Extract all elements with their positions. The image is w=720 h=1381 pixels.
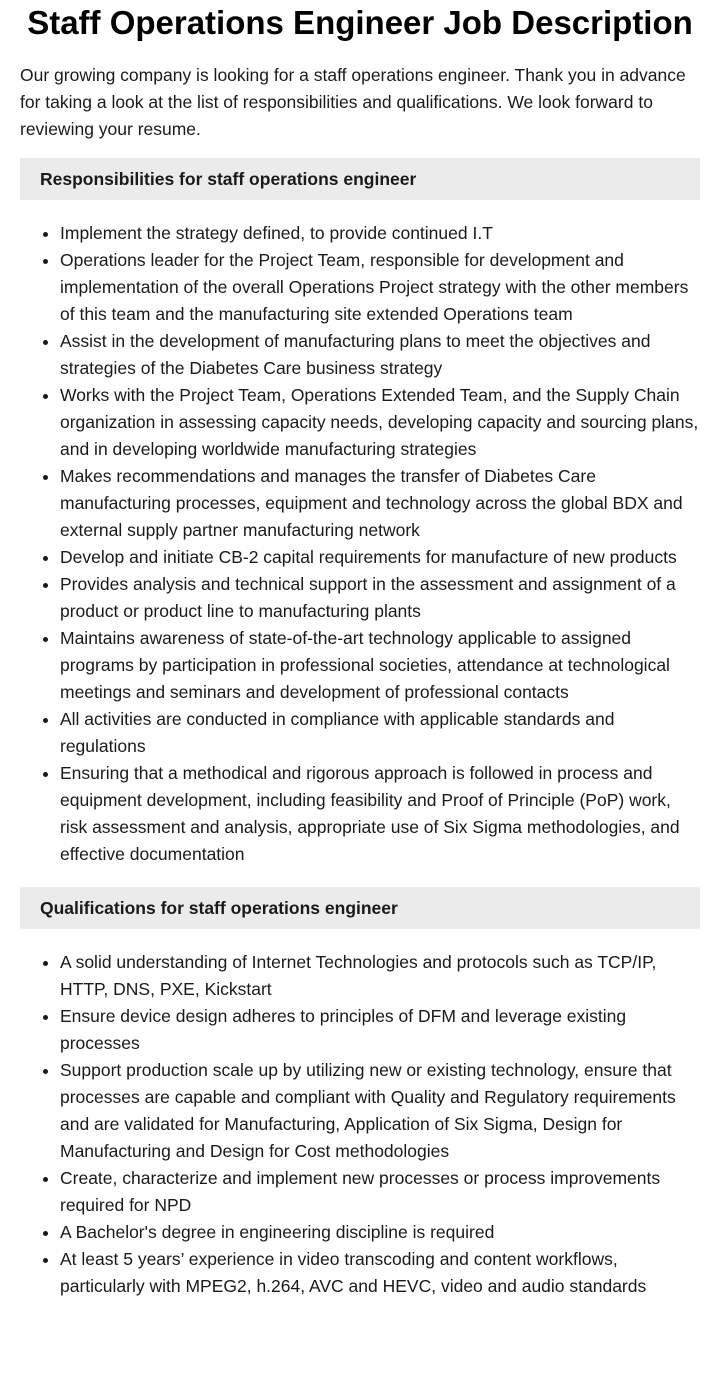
responsibilities-heading: Responsibilities for staff operations engineer xyxy=(20,158,700,200)
list-item: • Create, characterize and implement new processes or process improvements required for NPD xyxy=(60,1165,700,1219)
list-item: • A solid understanding of Internet Technologies and protocols such as TCP/IP, HTTP, DNS, PXE, Kickstart xyxy=(60,949,700,1003)
list-item: • Implement the strategy defined, to provide continued I.T xyxy=(60,220,700,247)
list-item: • Ensuring that a methodical and rigorous approach is followed in process and equipment development, including feasibility and Proof of Principle (PoP) work, risk assessment and analysis, appropriate use of Six Sigma methodologies, and effective documentation xyxy=(60,760,700,868)
qualifications-list xyxy=(20,949,700,1300)
list-item: • Makes recommendations and manages the transfer of Diabetes Care manufacturing processes, equipment and technology across the global BDX and external supply partner manufacturing network xyxy=(60,463,700,544)
list-item: • At least 5 years’ experience in video transcoding and content workflows, particularly with MPEG2, h.264, AVC and HEVC, video and audio standards xyxy=(60,1246,700,1300)
list-item: • Ensure device design adheres to principles of DFM and leverage existing processes xyxy=(60,1003,700,1057)
intro-paragraph: Our growing company is looking for a staff operations engineer. Thank you in advance for taking a look at the list of responsibilities and qualifications. We look forward to reviewing your resume. xyxy=(20,65,686,139)
page-title: Staff Operations Engineer Job Description xyxy=(27,4,693,41)
list-item: • Support production scale up by utilizing new or existing technology, ensure that processes are capable and compliant with Quality and Regulatory requirements and are validated for Manufacturing, Application of Six Sigma, Design for Manufacturing and Design for Cost methodologies xyxy=(60,1057,700,1165)
list-item: • Operations leader for the Project Team, responsible for development and implementation of the overall Operations Project strategy with the other members of this team and the manufacturing site extended Operations team xyxy=(60,247,700,328)
qualifications-heading: Qualifications for staff operations engineer xyxy=(20,887,700,929)
list-item: • Assist in the development of manufacturing plans to meet the objectives and strategies of the Diabetes Care business strategy xyxy=(60,328,700,382)
list-item: • All activities are conducted in compliance with applicable standards and regulations xyxy=(60,706,700,760)
list-item: • A Bachelor's degree in engineering discipline is required xyxy=(60,1219,700,1246)
list-item: • Maintains awareness of state-of-the-art technology applicable to assigned programs by participation in professional societies, attendance at technological meetings and seminars and development of professional contacts xyxy=(60,625,700,706)
list-item: • Provides analysis and technical support in the assessment and assignment of a product or product line to manufacturing plants xyxy=(60,571,700,625)
list-item: • Develop and initiate CB-2 capital requirements for manufacture of new products xyxy=(60,544,700,571)
list-item: • Works with the Project Team, Operations Extended Team, and the Supply Chain organization in assessing capacity needs, developing capacity and sourcing plans, and in developing worldwide manufacturing strategies xyxy=(60,382,700,463)
responsibilities-list xyxy=(20,220,700,868)
